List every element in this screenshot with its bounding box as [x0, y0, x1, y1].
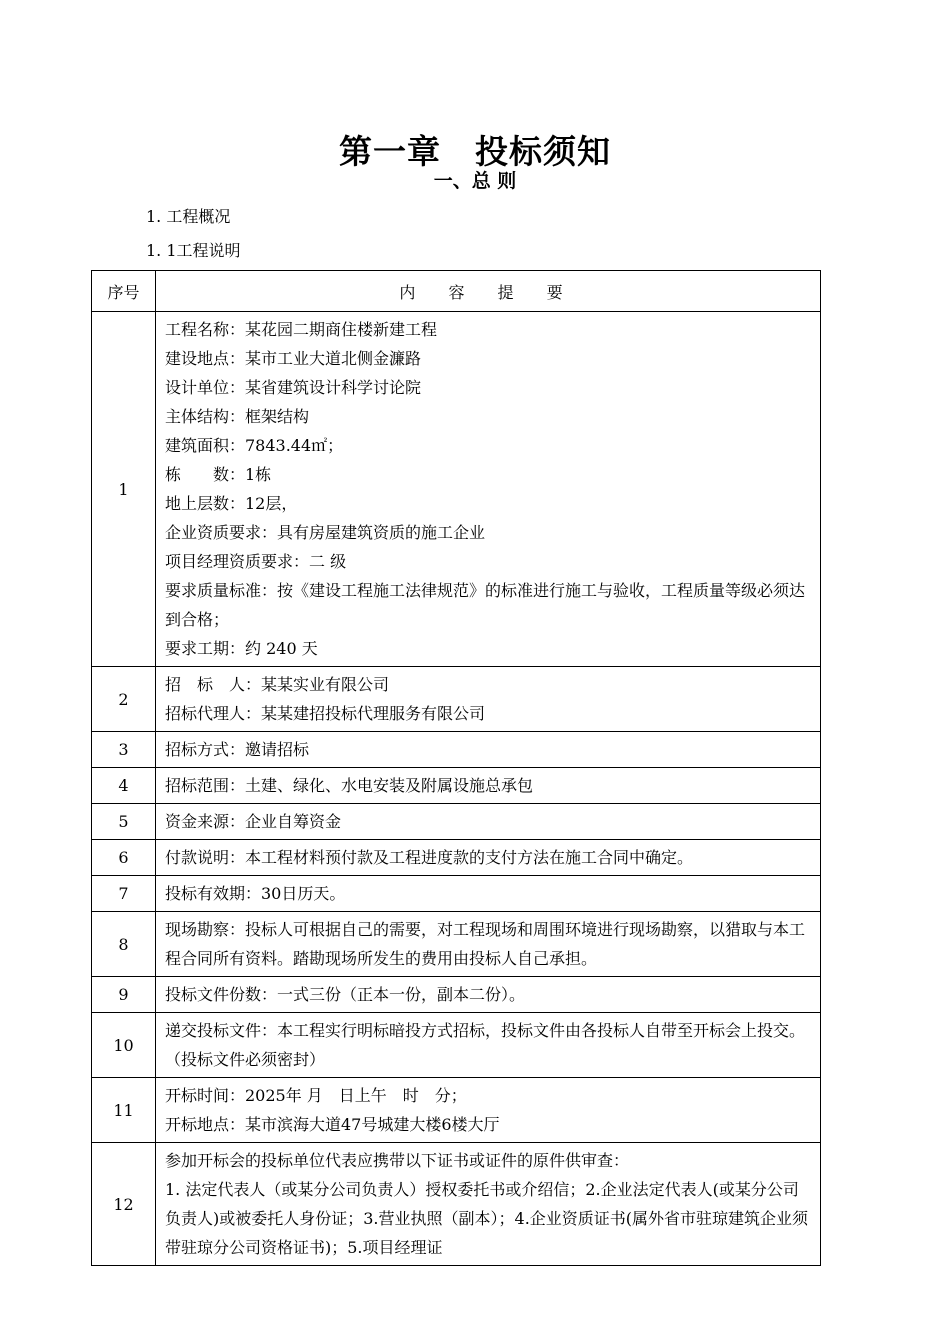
row-number: 2	[92, 667, 156, 732]
row-number: 1	[92, 312, 156, 667]
row-content	[156, 667, 821, 732]
project-info-table	[91, 270, 821, 1266]
row-number: 6	[92, 840, 156, 876]
content-line: 资金来源：企业自筹资金	[165, 812, 342, 831]
chapter-number: 第一章	[339, 132, 441, 171]
header-content-summary: 内 容 提 要	[156, 271, 821, 312]
row-content	[156, 1013, 821, 1078]
table-row	[92, 840, 821, 876]
content-line: 建筑面积：7843.44㎡；	[165, 436, 344, 455]
row-number: 8	[92, 912, 156, 977]
row-number: 10	[92, 1013, 156, 1078]
content-line: 企业资质要求：具有房屋建筑资质的施工企业	[165, 523, 486, 542]
row-number: 4	[92, 768, 156, 804]
content-line: 要求工期：约 240 天	[165, 639, 318, 658]
subhead-project-overview: 1. 工程概况	[146, 207, 231, 226]
content-line: 现场勘察：投标人可根据自己的需要，对工程现场和周围环境进行现场勘察，以猎取与本工程合同所有资料。踏勘现场所发生的费用由投标人自己承担。	[165, 920, 806, 968]
header-serial-number: 序号	[92, 271, 156, 312]
content-line: 项目经理资质要求：二 级	[165, 552, 347, 571]
row-number: 3	[92, 732, 156, 768]
section-title: 一、总 则	[433, 170, 517, 192]
content-line: 开标时间：2025年 月 日上午 时 分；	[165, 1086, 467, 1105]
row-number: 11	[92, 1078, 156, 1143]
content-line: 递交投标文件：本工程实行明标暗投方式招标，投标文件由各投标人自带至开标会上投交。（投标文件必须密封）	[165, 1021, 806, 1069]
row-content	[156, 804, 821, 840]
table-header-row	[92, 271, 821, 312]
row-content	[156, 768, 821, 804]
table-row	[92, 876, 821, 912]
content-line: 要求质量标准：按《建设工程施工法律规范》的标准进行施工与验收，工程质量等级必须达到合格；	[165, 581, 806, 629]
content-line: 工程名称：某花园二期商住楼新建工程	[165, 320, 438, 339]
row-number: 5	[92, 804, 156, 840]
table-row	[92, 912, 821, 977]
table-row	[92, 732, 821, 768]
table-row	[92, 1078, 821, 1143]
table-row	[92, 977, 821, 1013]
content-line: 地上层数：12层，	[165, 494, 298, 513]
content-line: 主体结构：框架结构	[165, 407, 310, 426]
content-line: 设计单位：某省建筑设计科学讨论院	[165, 378, 422, 397]
content-line: 招标方式：邀请招标	[165, 740, 310, 759]
row-number: 12	[92, 1143, 156, 1266]
table-body	[92, 312, 821, 1266]
content-line: 招标范围：土建、绿化、水电安装及附属设施总承包	[165, 776, 534, 795]
content-line: 投标文件份数：一式三份（正本一份，副本二份）。	[165, 985, 526, 1004]
table-row	[92, 1143, 821, 1266]
table-row	[92, 667, 821, 732]
row-content	[156, 1143, 821, 1266]
subhead-project-description: 1. 1工程说明	[146, 241, 241, 260]
row-number: 9	[92, 977, 156, 1013]
table-row	[92, 1013, 821, 1078]
table-row	[92, 768, 821, 804]
content-line: 开标地点：某市滨海大道47号城建大楼6楼大厅	[165, 1115, 500, 1134]
content-line: 招标代理人：某某建招投标代理服务有限公司	[165, 704, 486, 723]
row-content	[156, 1078, 821, 1143]
row-content	[156, 732, 821, 768]
chapter-name: 投标须知	[475, 132, 611, 171]
content-line: 付款说明：本工程材料预付款及工程进度款的支付方法在施工合同中确定。	[165, 848, 694, 867]
content-line: 建设地点：某市工业大道北侧金濂路	[165, 349, 422, 368]
row-number: 7	[92, 876, 156, 912]
table-row	[92, 804, 821, 840]
table-row	[92, 312, 821, 667]
row-content	[156, 876, 821, 912]
row-content	[156, 977, 821, 1013]
content-line: 投标有效期：30日历天。	[165, 884, 346, 903]
row-content	[156, 912, 821, 977]
content-line: 1. 法定代表人（或某分公司负责人）授权委托书或介绍信；2.企业法定代表人(或某分公司负责人)或被委托人身份证；3.营业执照（副本）；4.企业资质证书(属外省市驻琼建筑企业须带驻琼分公司资格证书)；5.项目经理证	[165, 1180, 809, 1257]
content-line: 招 标 人：某某实业有限公司	[165, 675, 390, 694]
content-line: 参加开标会的投标单位代表应携带以下证书或证件的原件供审查：	[165, 1151, 630, 1170]
row-content	[156, 840, 821, 876]
content-line: 栋 数：1栋	[165, 465, 272, 484]
row-content	[156, 312, 821, 667]
